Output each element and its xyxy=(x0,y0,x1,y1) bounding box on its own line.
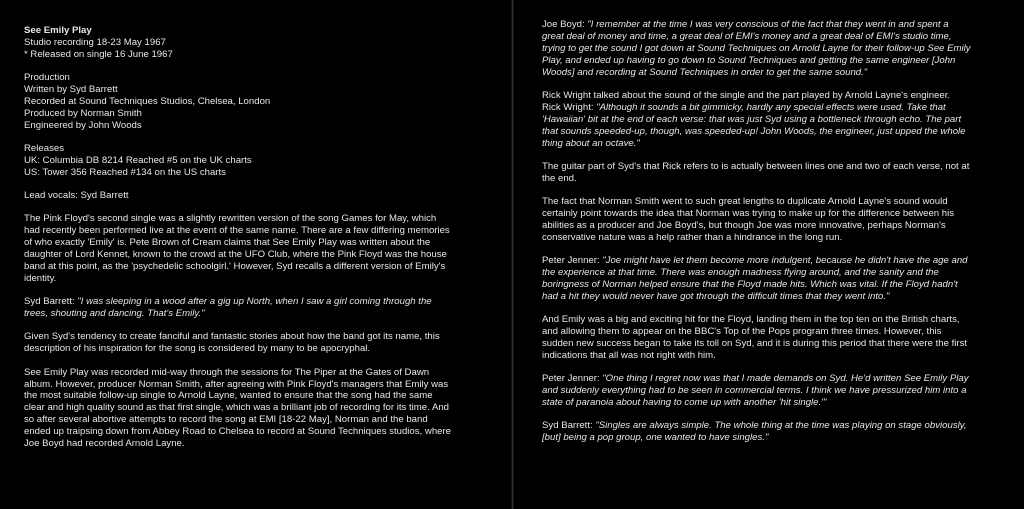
quote-joe-boyd xyxy=(542,19,1010,79)
quote-text: trying to get the sound I got down at Sound Techniques on Arnold Layne for their follow-up See Emily xyxy=(542,42,971,54)
production-credits xyxy=(24,72,498,132)
text-line: description of his inspiration for the song is considered by many to be apocryphal. xyxy=(24,343,371,355)
text-line: Rick Wright talked about the sound of the single and the part played by Arnold Layne's engineer. xyxy=(542,89,951,101)
quote-text: "Joe might have let them become more indulgent, because he didn't have the age and xyxy=(602,255,968,267)
paragraph-recording xyxy=(24,367,498,450)
paragraph-apocryphal xyxy=(24,331,498,355)
text-line: indications that all was not right with him. xyxy=(542,349,716,361)
quote-text: state of paranoia about having to come up with another 'hit single.'" xyxy=(542,396,827,408)
text-line: the most suitable follow-up single to Arnold Layne, wanted to ensure that the song had the same xyxy=(24,390,433,402)
quote-line xyxy=(542,102,1010,114)
quote-line xyxy=(542,373,1010,385)
lead-vocals xyxy=(24,190,498,202)
quote-line xyxy=(542,397,1010,409)
quote-text: [but] being a pop group, one wanted to have singles." xyxy=(542,432,769,444)
quote-line xyxy=(542,255,1010,267)
text-line: identity. xyxy=(24,272,57,284)
quote-text: "Singles are always simple. The whole thing at the time was playing on stage obviously, xyxy=(595,420,967,432)
text-line: The fact that Norman Smith went to such great lengths to duplicate Arnold Layne's sound would xyxy=(542,196,948,208)
quote-text: "Although it sounds a bit gimmicky, hardly any special effects were used. Take that xyxy=(596,101,946,113)
song-title: See Emily Play xyxy=(24,25,92,36)
quote-syd-singles xyxy=(542,420,1010,444)
quote-line xyxy=(542,55,1010,67)
quote-line xyxy=(542,114,1010,126)
quote-text: the experience at that time. There was enough madness flying around, and the sanity and the xyxy=(542,266,939,278)
quote-text: 'Hawaiian' bit at the end of each verse: that was just Syd using a bottleneck through echo. The part xyxy=(542,113,962,125)
text-line: had recently been performed live at the event of the same name. There are a few differing memories xyxy=(24,225,450,237)
right-page xyxy=(514,0,1024,509)
quote-line xyxy=(542,267,1010,279)
text-line: conservative nature was a help rather than a hindrance in the long run. xyxy=(542,231,843,243)
quote-text: had a hit they would never have got through the difficult times that they went into." xyxy=(542,290,890,302)
release-date: * Released on single 16 June 1967 xyxy=(24,48,173,60)
credit-line: Written by Syd Barrett xyxy=(24,84,118,96)
text-line: the end. xyxy=(542,172,577,184)
quote-text: thing about an octave." xyxy=(542,137,640,149)
quote-text: Woods] and recording at Sound Techniques in order to get the same sound." xyxy=(542,66,868,78)
paragraph-intro xyxy=(24,213,498,284)
text-line: so after several abortive attempts to record the song at EMI [18-22 May], Norman and the band xyxy=(24,414,428,426)
text-line: album. However, producer Norman Smith, after agreeing with Pink Floyd's managers that Emily was xyxy=(24,378,449,390)
quote-peter-jenner-2 xyxy=(542,373,1010,409)
paragraph-hit xyxy=(542,314,1010,362)
release-line: UK: Columbia DB 8214 Reached #5 on the UK charts xyxy=(24,154,252,166)
quote-text: that sounds speeded-up, though, was speeded-up! John Woods, the engineer, just upped the whole xyxy=(542,125,966,137)
quote-text: boringness of Norman helped ensure that the Floyd made hits. Which was vital. If the Floyd hadn't xyxy=(542,278,958,290)
text-line: certainly point towards the idea that Norman was trying to make up for the difference between his xyxy=(542,207,955,219)
releases-heading: Releases xyxy=(24,143,64,155)
quote-peter-jenner-1 xyxy=(542,255,1010,303)
text-line: Joe Boyd had recorded Arnold Layne. xyxy=(24,438,185,450)
quote-speaker: Peter Jenner: xyxy=(542,255,603,267)
quote-line xyxy=(542,126,1010,138)
quote-line xyxy=(542,67,1010,79)
quote-speaker: Joe Boyd: xyxy=(542,19,588,30)
quote-text: trees, shouting and dancing. That's Emily." xyxy=(24,308,205,320)
quote-line xyxy=(542,279,1010,291)
text-line: And Emily was a big and exciting hit for the Floyd, landing them in the top ten on the British charts, xyxy=(542,314,960,326)
text-line: The Pink Floyd's second single was a slightly rewritten version of the song Games for May, which xyxy=(24,213,437,225)
quote-text: "I was sleeping in a wood after a gig up North, when I saw a girl coming through the xyxy=(77,296,432,308)
paragraph-guitar xyxy=(542,161,1010,185)
quote-text: Play, and ended up having to go down to Sound Techniques and getting the same engineer [John xyxy=(542,54,956,66)
quote-line xyxy=(542,432,1010,444)
recording-date: Studio recording 18-23 May 1967 xyxy=(24,36,166,48)
quote-speaker: Syd Barrett: xyxy=(24,296,78,308)
text-line: band at this point, as the 'psychedelic schoolgirl.' However, Syd recalls a different version of Emily's xyxy=(24,261,446,273)
credit-line: Produced by Norman Smith xyxy=(24,107,142,119)
releases-section xyxy=(24,143,498,179)
quote-line xyxy=(542,19,1010,31)
text-line: daughter of Lord Kennet, known to the crowd at the UFO Club, where the Pink Floyd was the house xyxy=(24,249,447,261)
song-info xyxy=(24,25,498,61)
credit-line: Recorded at Sound Techniques Studios, Chelsea, London xyxy=(24,95,271,107)
quote-text: and suddenly everything had to be seen in commercial terms. I think we have pressurized him into a xyxy=(542,385,967,396)
text-line: sudden new success began to take its toll on Syd, and it is during this period that there were the first xyxy=(542,337,968,349)
quote-line xyxy=(542,43,1010,55)
text-line: abilities as a producer and Joe Boyd's, but though Joe was more innovative, perhaps Norman's xyxy=(542,219,946,231)
quote-line xyxy=(542,31,1010,43)
release-line: US: Tower 356 Reached #134 on the US charts xyxy=(24,166,226,178)
text-line: of who exactly 'Emily' is. Pete Brown of Cream claims that See Emily Play was written about the xyxy=(24,237,431,249)
credit-line: Engineered by John Woods xyxy=(24,119,142,131)
quote-text: great deal of money and time, a great deal of EMI's money and a great deal of EMI's studio time, xyxy=(542,30,952,42)
quote-text: "One thing I regret now was that I made demands on Syd. He'd written See Emily Play xyxy=(602,373,969,385)
quote-line xyxy=(542,420,1010,432)
quote-speaker: Syd Barrett: xyxy=(542,420,596,432)
text-line: clear and high quality sound as that first single, which was a brilliant job of recording for its time. And xyxy=(24,402,450,414)
quote-line xyxy=(542,385,1010,397)
text-line: ended up traipsing down from Abbey Road to Chelsea to record at Sound Techniques studios, where xyxy=(24,426,452,438)
text-line: Given Syd's tendency to create fanciful and fantastic stories about how the band got its name, this xyxy=(24,331,440,343)
quote-text: "I remember at the time I was very conscious of the fact that they went in and spent a xyxy=(587,19,949,30)
quote-line xyxy=(24,296,498,308)
quote-speaker: Rick Wright: xyxy=(542,101,597,113)
quote-rick-wright xyxy=(542,90,1010,150)
paragraph-norman xyxy=(542,196,1010,244)
quote-line xyxy=(542,138,1010,150)
text-line: and allowing them to appear on the BBC's Top of the Pops program three times. However, this xyxy=(542,325,942,337)
production-heading: Production xyxy=(24,72,70,84)
quote-line xyxy=(542,291,1010,303)
quote-line xyxy=(24,308,498,320)
quote-speaker: Peter Jenner: xyxy=(542,373,603,385)
text-line: The guitar part of Syd's that Rick refers to is actually between lines one and two of each verse, not at xyxy=(542,160,970,172)
quote-syd-emily xyxy=(24,296,498,320)
lead-vocals-line: Lead vocals: Syd Barrett xyxy=(24,190,129,202)
text-line: See Emily Play was recorded mid-way through the sessions for The Piper at the Gates of Dawn xyxy=(24,366,430,378)
